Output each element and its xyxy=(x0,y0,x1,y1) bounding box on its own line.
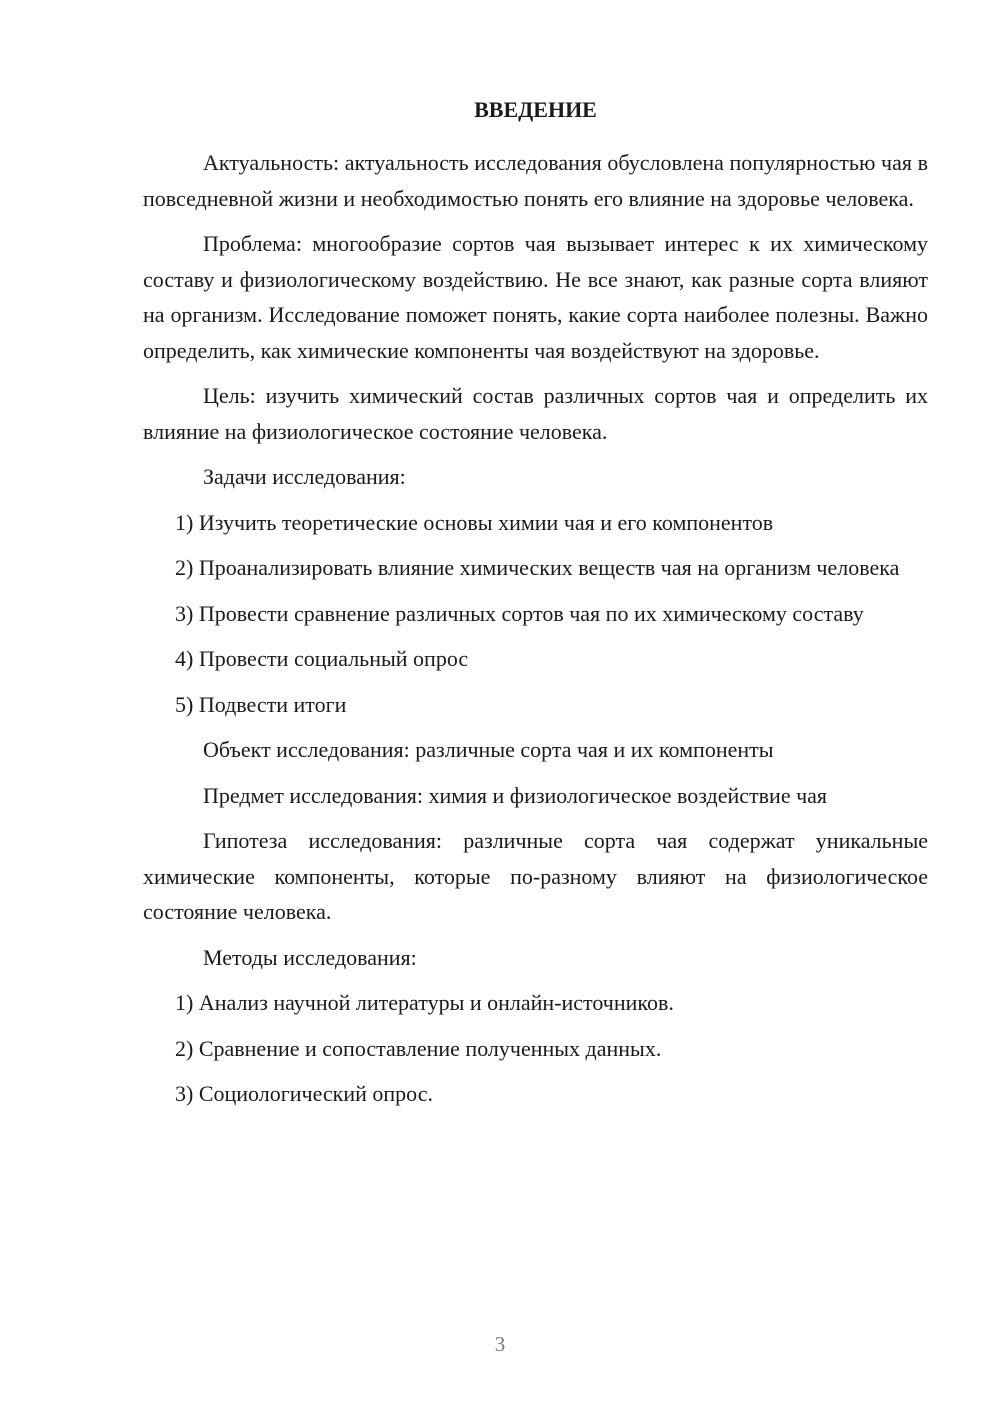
hypothesis-paragraph: Гипотеза исследования: различные сорта чая содержат уникальные химические компоненты, которые по-разному влияют на физиологическое состояние человека. xyxy=(143,828,928,924)
task-item: 5) Подвести итоги xyxy=(175,691,347,717)
task-item: 2) Проанализировать влияние химических веществ чая на организм человека xyxy=(175,555,900,580)
tasks-heading: Задачи исследования: xyxy=(203,464,406,489)
task-item: 3) Провести сравнение различных сортов чая по их химическому составу xyxy=(175,600,864,626)
methods-heading: Методы исследования: xyxy=(203,944,417,970)
method-item: 1) Анализ научной литературы и онлайн-источников. xyxy=(175,990,674,1015)
subject-line: Предмет исследования: химия и физиологическое воздействие чая xyxy=(203,782,828,808)
object-line: Объект исследования: различные сорта чая и их компоненты xyxy=(203,737,774,762)
task-item: 4) Провести социальный опрос xyxy=(175,646,469,671)
document-page xyxy=(143,92,928,1122)
problem-paragraph: Проблема: многообразие сортов чая вызывает интерес к их химическому составу и физиологическому воздействию. Не все знают, как разные сорта влияют на организм. Исследование поможет понять, какие сорта наиболее полезны. Важно определить, как химические компоненты чая воздействуют на здоровье. xyxy=(143,231,928,363)
method-item: 3) Социологический опрос. xyxy=(175,1081,433,1106)
method-item: 2) Сравнение и сопоставление полученных данных. xyxy=(175,1035,662,1061)
section-title: ВВЕДЕНИЕ xyxy=(474,97,597,122)
page-number: 3 xyxy=(494,1332,506,1356)
task-item: 1) Изучить теоретические основы химии чая и его компонентов xyxy=(175,509,774,535)
relevance-paragraph: Актуальность: актуальность исследования обусловлена популярностью чая в повседневной жизни и необходимостью понять его влияние на здоровье человека. xyxy=(143,150,928,211)
goal-paragraph: Цель: изучить химический состав различных сортов чая и определить их влияние на физиологическое состояние человека. xyxy=(143,383,928,444)
